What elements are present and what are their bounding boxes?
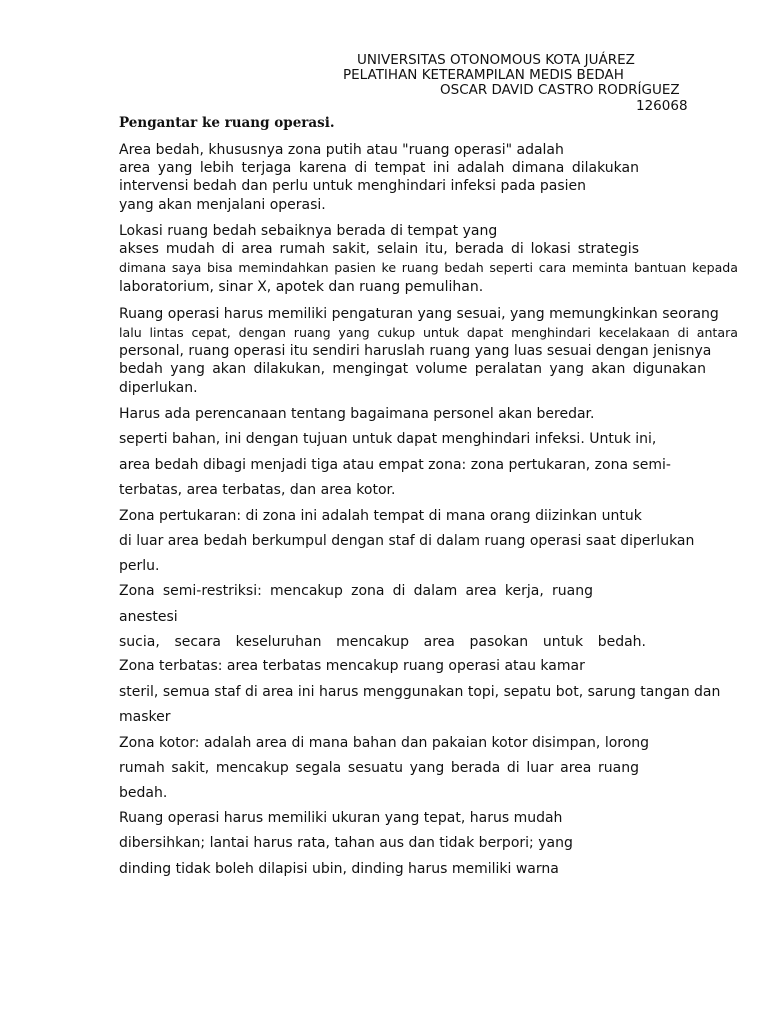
text-line: Harus ada perencanaan tentang bagaimana personel akan beredar. — [119, 406, 595, 422]
text-line: di luar area bedah berkumpul dengan staf di dalam ruang operasi saat diperlukan — [119, 533, 695, 549]
header-course: PELATIHAN KETERAMPILAN MEDIS BEDAH — [343, 67, 624, 83]
text-line: intervensi bedah dan perlu untuk menghindari infeksi pada pasien — [119, 178, 587, 194]
text-line: Zona semi-restriksi: mencakup zona di dalam area kerja, ruang — [119, 583, 593, 599]
header-student-id: 126068 — [636, 98, 688, 114]
text-line: Area bedah, khususnya zona putih atau "ruang operasi" adalah — [119, 142, 564, 158]
text-line: seperti bahan, ini dengan tujuan untuk dapat menghindari infeksi. Untuk ini, — [119, 431, 657, 447]
text-line: dibersihkan; lantai harus rata, tahan aus dan tidak berpori; yang — [119, 835, 573, 851]
text-line: area yang lebih terjaga karena di tempat ini adalah dimana dilakukan — [119, 160, 639, 176]
text-line: Ruang operasi harus memiliki pengaturan yang sesuai, yang memungkinkan seorang — [119, 306, 719, 322]
text-line: sucia, secara keseluruhan mencakup area pasokan untuk bedah. — [119, 634, 646, 650]
text-line: diperlukan. — [119, 380, 198, 396]
text-line: perlu. — [119, 558, 160, 574]
text-line: Zona terbatas: area terbatas mencakup ruang operasi atau kamar — [119, 658, 585, 674]
header-university: UNIVERSITAS OTONOMOUS KOTA JUÁREZ — [357, 52, 635, 68]
text-line: area bedah dibagi menjadi tiga atau empat zona: zona pertukaran, zona semi- — [119, 457, 671, 473]
text-line: steril, semua staf di area ini harus menggunakan topi, sepatu bot, sarung tangan dan — [119, 684, 721, 700]
text-line: Zona kotor: adalah area di mana bahan dan pakaian kotor disimpan, lorong — [119, 735, 650, 751]
text-line: Lokasi ruang bedah sebaiknya berada di tempat yang — [119, 223, 498, 239]
text-line: dinding tidak boleh dilapisi ubin, dinding harus memiliki warna — [119, 861, 559, 877]
text-line: Zona pertukaran: di zona ini adalah tempat di mana orang diizinkan untuk — [119, 508, 642, 524]
text-line: terbatas, area terbatas, dan area kotor. — [119, 482, 396, 498]
text-line: Ruang operasi harus memiliki ukuran yang tepat, harus mudah — [119, 810, 563, 826]
header-author: OSCAR DAVID CASTRO RODRÍGUEZ — [440, 82, 680, 98]
text-line: bedah. — [119, 785, 168, 801]
text-line: personal, ruang operasi itu sendiri haruslah ruang yang luas sesuai dengan jenisnya — [119, 343, 712, 359]
text-line: dimana saya bisa memindahkan pasien ke ruang bedah seperti cara meminta bantuan kepada — [119, 260, 738, 275]
text-line: yang akan menjalani operasi. — [119, 197, 326, 213]
text-line: masker — [119, 709, 171, 725]
text-line: laboratorium, sinar X, apotek dan ruang pemulihan. — [119, 279, 484, 295]
text-line: akses mudah di area rumah sakit, selain itu, berada di lokasi strategis — [119, 241, 639, 257]
text-line: bedah yang akan dilakukan, mengingat volume peralatan yang akan digunakan — [119, 361, 706, 377]
text-line: anestesi — [119, 609, 178, 625]
text-line: lalu lintas cepat, dengan ruang yang cukup untuk dapat menghindari kecelakaan di antara — [119, 325, 738, 340]
document-title: Pengantar ke ruang operasi. — [119, 115, 335, 131]
text-line: rumah sakit, mencakup segala sesuatu yang berada di luar area ruang — [119, 760, 639, 776]
